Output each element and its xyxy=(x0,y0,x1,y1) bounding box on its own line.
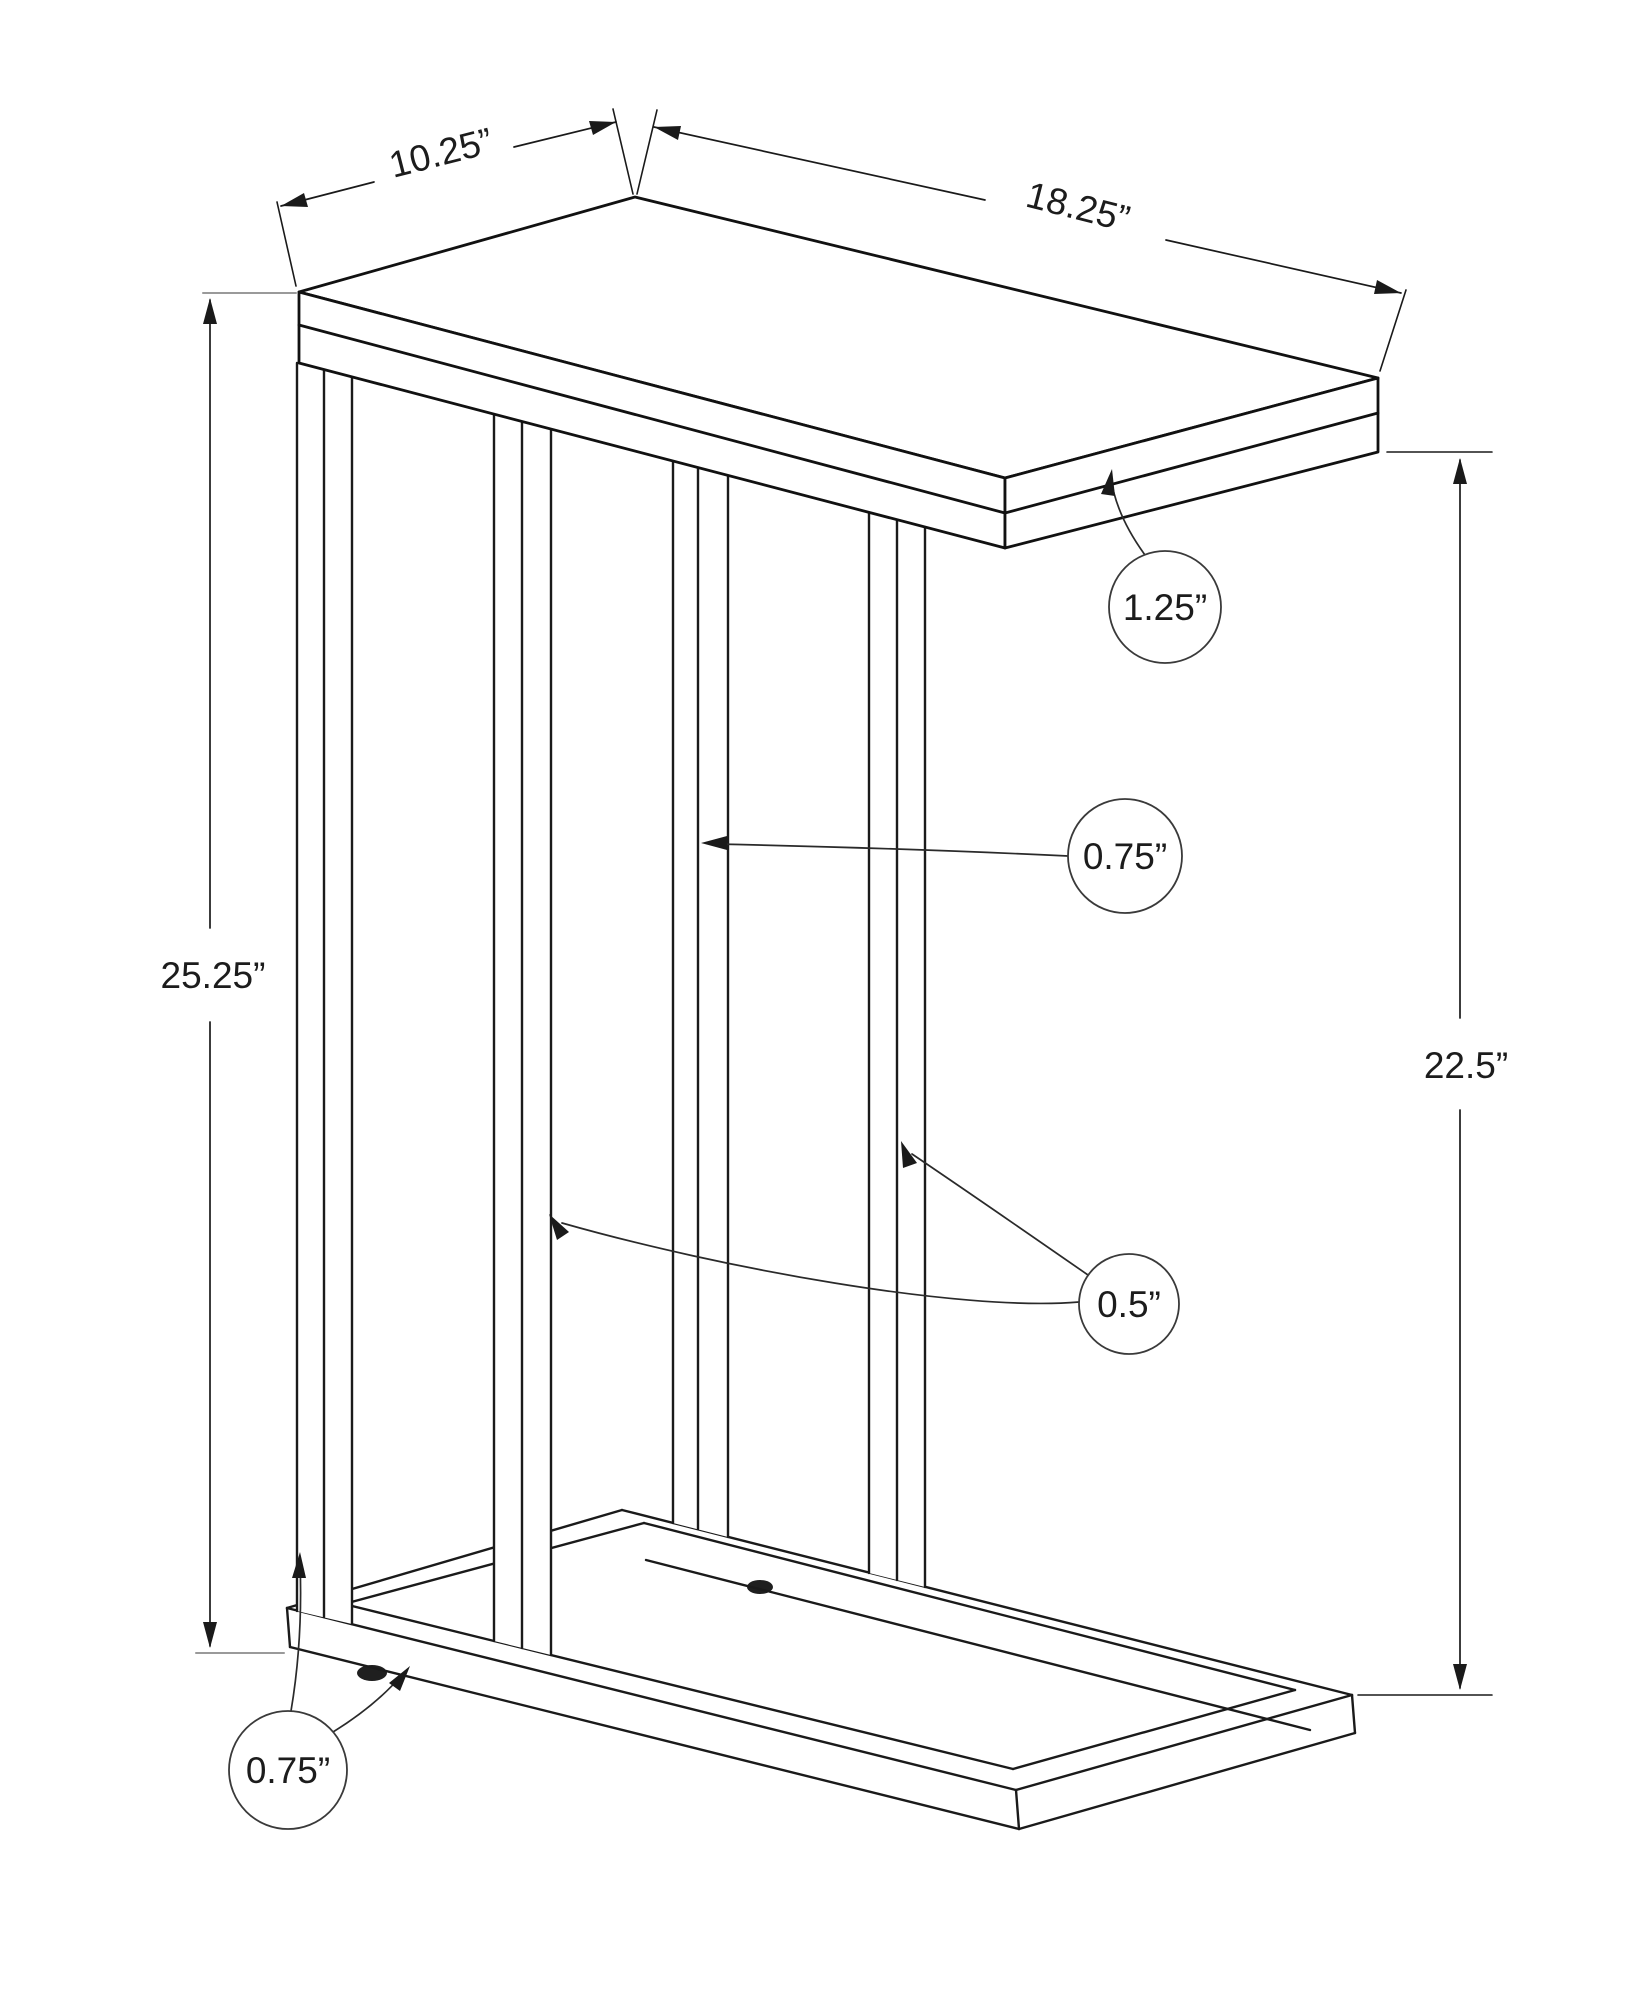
dim-clearance-height-label: 22.5” xyxy=(1423,1045,1509,1086)
leader-line xyxy=(333,1676,401,1732)
dim-top-length-label: 18.25” xyxy=(1022,174,1134,240)
base-front-left-corner-edge xyxy=(287,1608,290,1647)
arrowhead xyxy=(1374,280,1401,294)
leg-rear-left xyxy=(494,408,551,1655)
base-rear-rail-top-edge xyxy=(622,1510,1352,1695)
base-right-bottom-edge xyxy=(1019,1733,1355,1829)
leg-rear-middle xyxy=(869,506,925,1587)
base-rear-rail-inner-edge xyxy=(644,1523,1295,1690)
arrowhead xyxy=(203,298,217,324)
legs xyxy=(297,357,925,1655)
dimension-line xyxy=(1166,240,1401,293)
dim-top-depth-label: 10.25” xyxy=(385,120,497,186)
callout-top-thickness-label: 1.25” xyxy=(1122,587,1208,628)
arrowhead xyxy=(654,126,681,140)
base-frame xyxy=(287,1510,1355,1829)
base-front-right-corner-edge xyxy=(1016,1790,1019,1829)
base-right-rail-inner-edge xyxy=(1013,1690,1295,1769)
callout-frame-tube-label: 0.5” xyxy=(1097,1284,1161,1325)
callout-frame-tube xyxy=(549,1141,1179,1354)
dimension-clearance-height xyxy=(1358,452,1508,1695)
base-rear-rail-bottom-edge xyxy=(646,1560,1310,1730)
callout-leg-tube-label: 0.75” xyxy=(1082,836,1168,877)
callout-base-height-label: 0.75” xyxy=(245,1750,331,1791)
dimension-overall-height xyxy=(161,293,296,1653)
arrowhead xyxy=(389,1666,410,1691)
extension-line xyxy=(637,110,657,194)
tabletop xyxy=(299,197,1378,548)
base-front-bottom-edge xyxy=(290,1647,1019,1829)
extension-line xyxy=(1380,290,1406,371)
arrowhead xyxy=(281,193,308,207)
leg-front-middle xyxy=(673,455,728,1537)
arrowhead xyxy=(1453,458,1467,484)
callout-leg-tube xyxy=(701,799,1182,913)
leader-line xyxy=(562,1223,1079,1303)
leg-front-left xyxy=(297,357,352,1624)
arrowhead xyxy=(1453,1664,1467,1690)
arrowhead xyxy=(203,1622,217,1648)
extension-line xyxy=(277,202,296,286)
base-right-rail-top-edge xyxy=(1016,1695,1352,1790)
dim-overall-height-label: 25.25” xyxy=(160,955,266,996)
base-rear-right-corner-edge xyxy=(1352,1695,1355,1733)
base-front-rail-top-edge xyxy=(287,1608,1016,1790)
leader-line xyxy=(912,1154,1088,1275)
arrowhead xyxy=(589,121,616,135)
dimension-line xyxy=(654,127,985,200)
